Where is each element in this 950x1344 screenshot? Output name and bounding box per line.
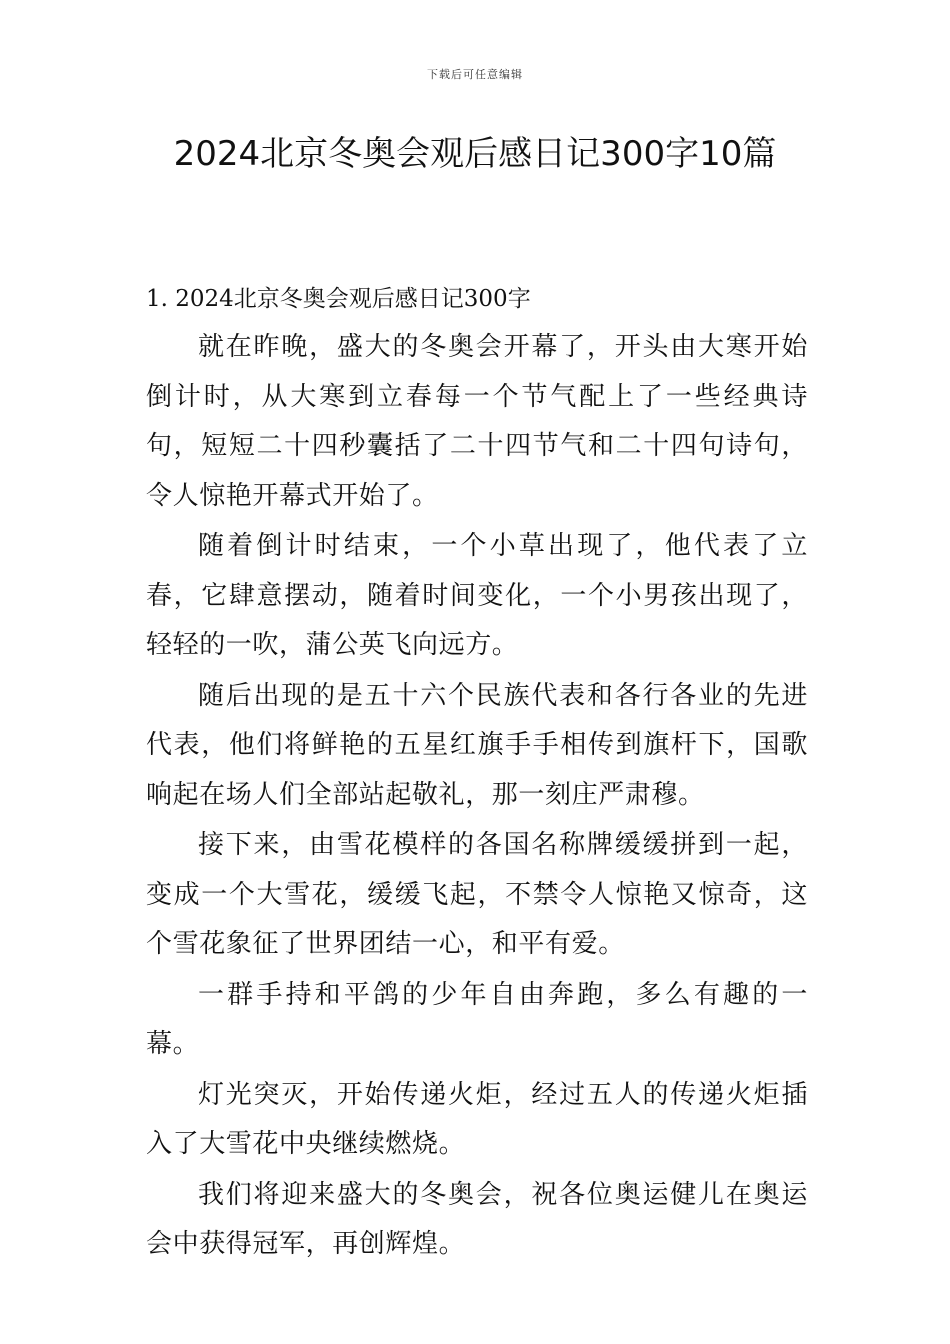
header-note: 下载后可任意编辑	[427, 68, 523, 81]
paragraph: 随后出现的是五十六个民族代表和各行各业的先进代表，他们将鲜艳的五星红旗手手相传到旗杆下，国歌响起在场人们全部站起敬礼，那一刻庄严肃穆。	[146, 680, 808, 810]
paragraph: 灯光突灭，开始传递火炬，经过五人的传递火炬插入了大雪花中央继续燃烧。	[146, 1079, 808, 1159]
document-title: 2024北京冬奥会观后感日记300字10篇	[173, 134, 777, 174]
document-body	[146, 281, 808, 1271]
paragraph: 随着倒计时结束，一个小草出现了，他代表了立春，它肆意摆动，随着时间变化，一个小男孩出现了，轻轻的一吹，蒲公英飞向远方。	[146, 531, 808, 660]
section-heading: 1. 2024北京冬奥会观后感日记300字	[146, 286, 531, 312]
paragraph: 一群手持和平鸽的少年自由奔跑，多么有趣的一幕。	[146, 979, 808, 1059]
paragraph: 就在昨晚，盛大的冬奥会开幕了，开头由大寒开始倒计时，从大寒到立春每一个节气配上了一些经典诗句，短短二十四秒囊括了二十四节气和二十四句诗句，令人惊艳开幕式开始了。	[146, 332, 808, 511]
paragraph: 接下来，由雪花模样的各国名称牌缓缓拼到一起，变成一个大雪花，缓缓飞起，不禁令人惊艳又惊奇，这个雪花象征了世界团结一心，和平有爱。	[146, 830, 808, 959]
paragraph: 我们将迎来盛大的冬奥会，祝各位奥运健儿在奥运会中获得冠军，再创辉煌。	[146, 1179, 808, 1259]
